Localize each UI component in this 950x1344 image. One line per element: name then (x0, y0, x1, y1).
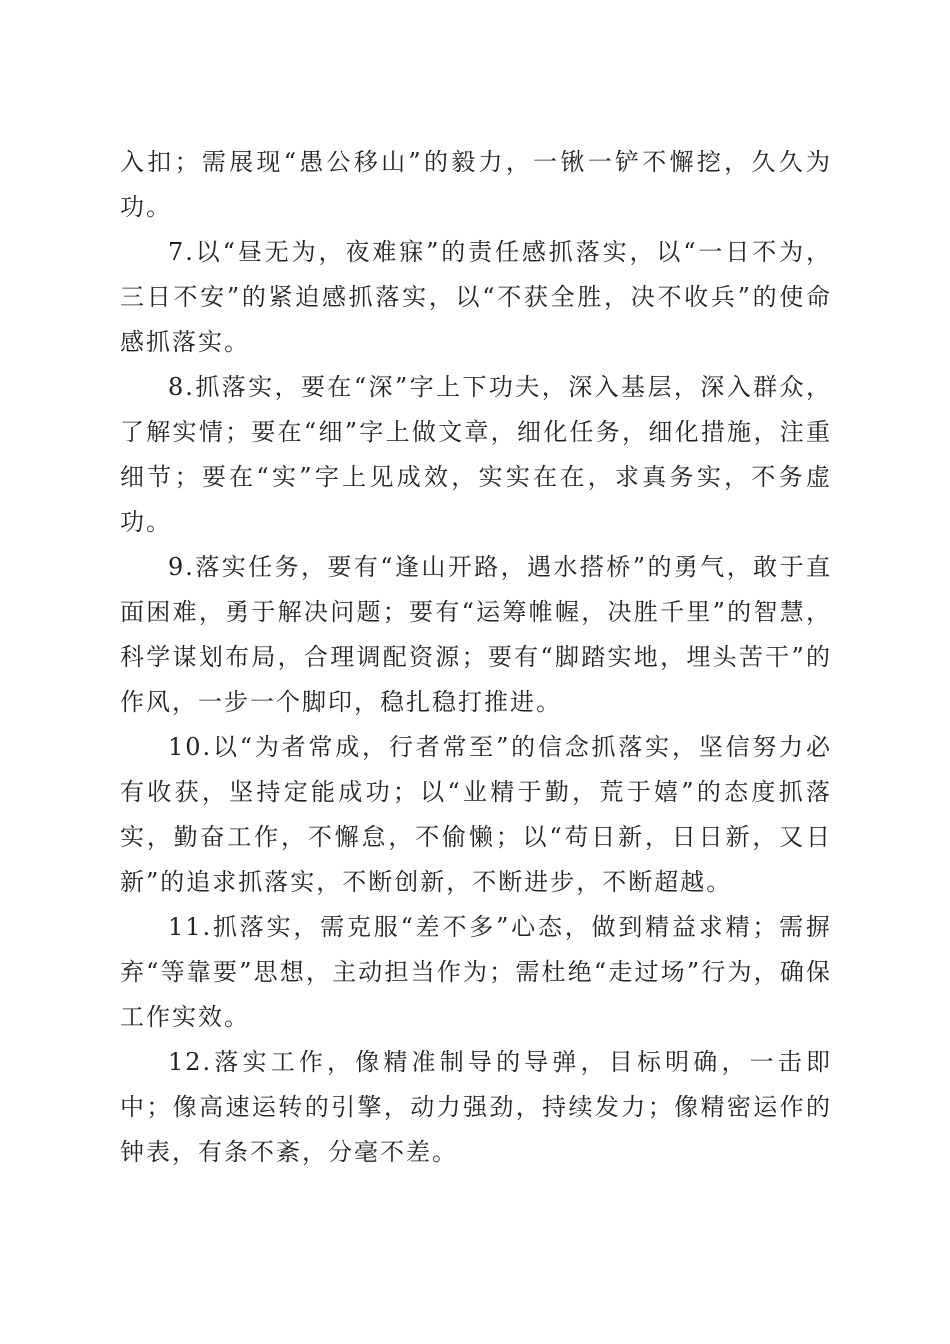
paragraph-item-8: 8.抓落实，要在“深”字上下功夫，深入基层，深入群众，了解实情；要在“细”字上做文章，细化任务，细化措施，注重细节；要在“实”字上见成效，实实在在，求真务实，不务虚功。 (120, 373, 832, 536)
paragraph-item-10: 10.以“为者常成，行者常至”的信念抓落实，坚信努力必有收获，坚持定能成功；以“业精于勤，荒于嬉”的态度抓落实，勤奋工作，不懈怠，不偷懒；以“苟日新，日日新，又日新”的追求抓落实，不断创新，不断进步，不断超越。 (120, 733, 832, 896)
paragraph-continuation: 入扣；需展现“愚公移山”的毅力，一锹一铲不懈挖，久久为功。 (120, 148, 832, 221)
paragraph-item-12: 12.落实工作，像精准制导的导弹，目标明确，一击即中；像高速运转的引擎，动力强劲，持续发力；像精密运作的钟表，有条不紊，分毫不差。 (120, 1048, 832, 1166)
paragraph-item-9: 9.落实任务，要有“逢山开路，遇水搭桥”的勇气，敢于直面困难，勇于解决问题；要有“运筹帷幄，决胜千里”的智慧，科学谋划布局，合理调配资源；要有“脚踏实地，埋头苦干”的作风，一步一个脚印，稳扎稳打推进。 (120, 553, 832, 716)
document-body (120, 140, 832, 1175)
paragraph-item-7: 7.以“昼无为，夜难寐”的责任感抓落实，以“一日不为，三日不安”的紧迫感抓落实，以“不获全胜，决不收兵”的使命感抓落实。 (120, 238, 832, 356)
paragraph-item-11: 11.抓落实，需克服“差不多”心态，做到精益求精；需摒弃“等靠要”思想，主动担当作为；需杜绝“走过场”行为，确保工作实效。 (120, 913, 832, 1031)
